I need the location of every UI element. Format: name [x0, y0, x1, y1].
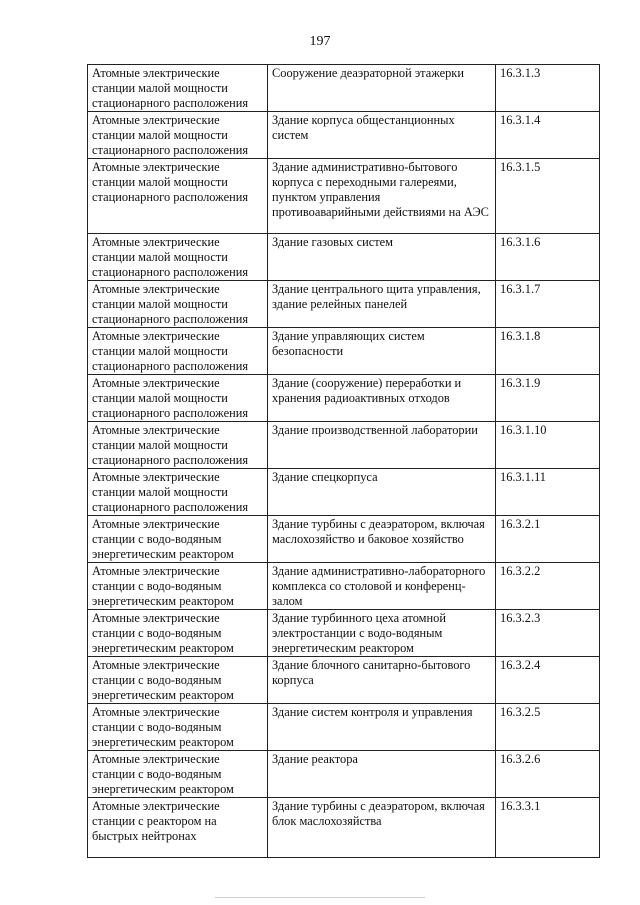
object-cell: Здание центрального щита управления, здание релейных панелей [268, 281, 496, 328]
object-cell: Здание управляющих систем безопасности [268, 328, 496, 375]
object-cell: Здание административно-лабораторного комплекса со столовой и конференц-залом [268, 563, 496, 610]
code-cell: 16.3.1.4 [496, 112, 600, 159]
table-row [88, 422, 600, 469]
table-row [88, 328, 600, 375]
code-cell: 16.3.1.3 [496, 65, 600, 112]
object-cell: Здание турбины с деаэратором, включая маслохозяйство и баковое хозяйство [268, 516, 496, 563]
category-cell: Атомные электрические станции малой мощности стационарного расположения [88, 65, 268, 112]
table-row [88, 516, 600, 563]
category-cell: Атомные электрические станции малой мощности стационарного расположения [88, 469, 268, 516]
object-cell: Здание административно-бытового корпуса с переходными галереями, пунктом управления противоаварийными действиями на АЭС [268, 159, 496, 234]
category-cell: Атомные электрические станции малой мощности стационарного расположения [88, 375, 268, 422]
code-cell: 16.3.2.5 [496, 704, 600, 751]
code-cell: 16.3.1.6 [496, 234, 600, 281]
table-row [88, 751, 600, 798]
code-cell: 16.3.3.1 [496, 798, 600, 858]
scan-artifact-line [215, 897, 425, 898]
code-cell: 16.3.1.7 [496, 281, 600, 328]
table-row [88, 469, 600, 516]
code-cell: 16.3.2.6 [496, 751, 600, 798]
category-cell: Атомные электрические станции малой мощности стационарного расположения [88, 281, 268, 328]
code-cell: 16.3.2.3 [496, 610, 600, 657]
category-cell: Атомные электрические станции малой мощности стационарного расположения [88, 422, 268, 469]
code-cell: 16.3.1.9 [496, 375, 600, 422]
code-cell: 16.3.2.2 [496, 563, 600, 610]
category-cell: Атомные электрические станции малой мощности стационарного расположения [88, 234, 268, 281]
table-row [88, 704, 600, 751]
object-cell: Здание газовых систем [268, 234, 496, 281]
table-body [88, 65, 600, 858]
objects-table [87, 64, 600, 858]
table-row [88, 610, 600, 657]
category-cell: Атомные электрические станции с водо-водяным энергетическим реактором [88, 563, 268, 610]
category-cell: Атомные электрические станции малой мощности стационарного расположения [88, 112, 268, 159]
object-cell: Здание производственной лаборатории [268, 422, 496, 469]
category-cell: Атомные электрические станции малой мощности стационарного расположения [88, 159, 268, 234]
table-row [88, 375, 600, 422]
code-cell: 16.3.2.4 [496, 657, 600, 704]
code-cell: 16.3.1.8 [496, 328, 600, 375]
table-row [88, 798, 600, 858]
table-row [88, 657, 600, 704]
table-row [88, 563, 600, 610]
page-number: 197 [309, 34, 331, 49]
category-cell: Атомные электрические станции с водо-водяным энергетическим реактором [88, 704, 268, 751]
code-cell: 16.3.1.5 [496, 159, 600, 234]
object-cell: Здание систем контроля и управления [268, 704, 496, 751]
object-cell: Здание реактора [268, 751, 496, 798]
category-cell: Атомные электрические станции с водо-водяным энергетическим реактором [88, 751, 268, 798]
object-cell: Сооружение деаэраторной этажерки [268, 65, 496, 112]
object-cell: Здание блочного санитарно-бытового корпуса [268, 657, 496, 704]
object-cell: Здание корпуса общестанционных систем [268, 112, 496, 159]
object-cell: Здание (сооружение) переработки и хранения радиоактивных отходов [268, 375, 496, 422]
table-row [88, 159, 600, 234]
table-row [88, 234, 600, 281]
object-cell: Здание турбины с деаэратором, включая блок маслохозяйства [268, 798, 496, 858]
category-cell: Атомные электрические станции малой мощности стационарного расположения [88, 328, 268, 375]
code-cell: 16.3.1.10 [496, 422, 600, 469]
category-cell: Атомные электрические станции с водо-водяным энергетическим реактором [88, 657, 268, 704]
category-cell: Атомные электрические станции с водо-водяным энергетическим реактором [88, 610, 268, 657]
object-cell: Здание спецкорпуса [268, 469, 496, 516]
code-cell: 16.3.1.11 [496, 469, 600, 516]
category-cell: Атомные электрические станции с реактором на быстрых нейтронах [88, 798, 268, 858]
table-row [88, 281, 600, 328]
code-cell: 16.3.2.1 [496, 516, 600, 563]
table-row [88, 65, 600, 112]
object-cell: Здание турбинного цеха атомной электростанции с водо-водяным энергетическим реактором [268, 610, 496, 657]
category-cell: Атомные электрические станции с водо-водяным энергетическим реактором [88, 516, 268, 563]
table-row [88, 112, 600, 159]
